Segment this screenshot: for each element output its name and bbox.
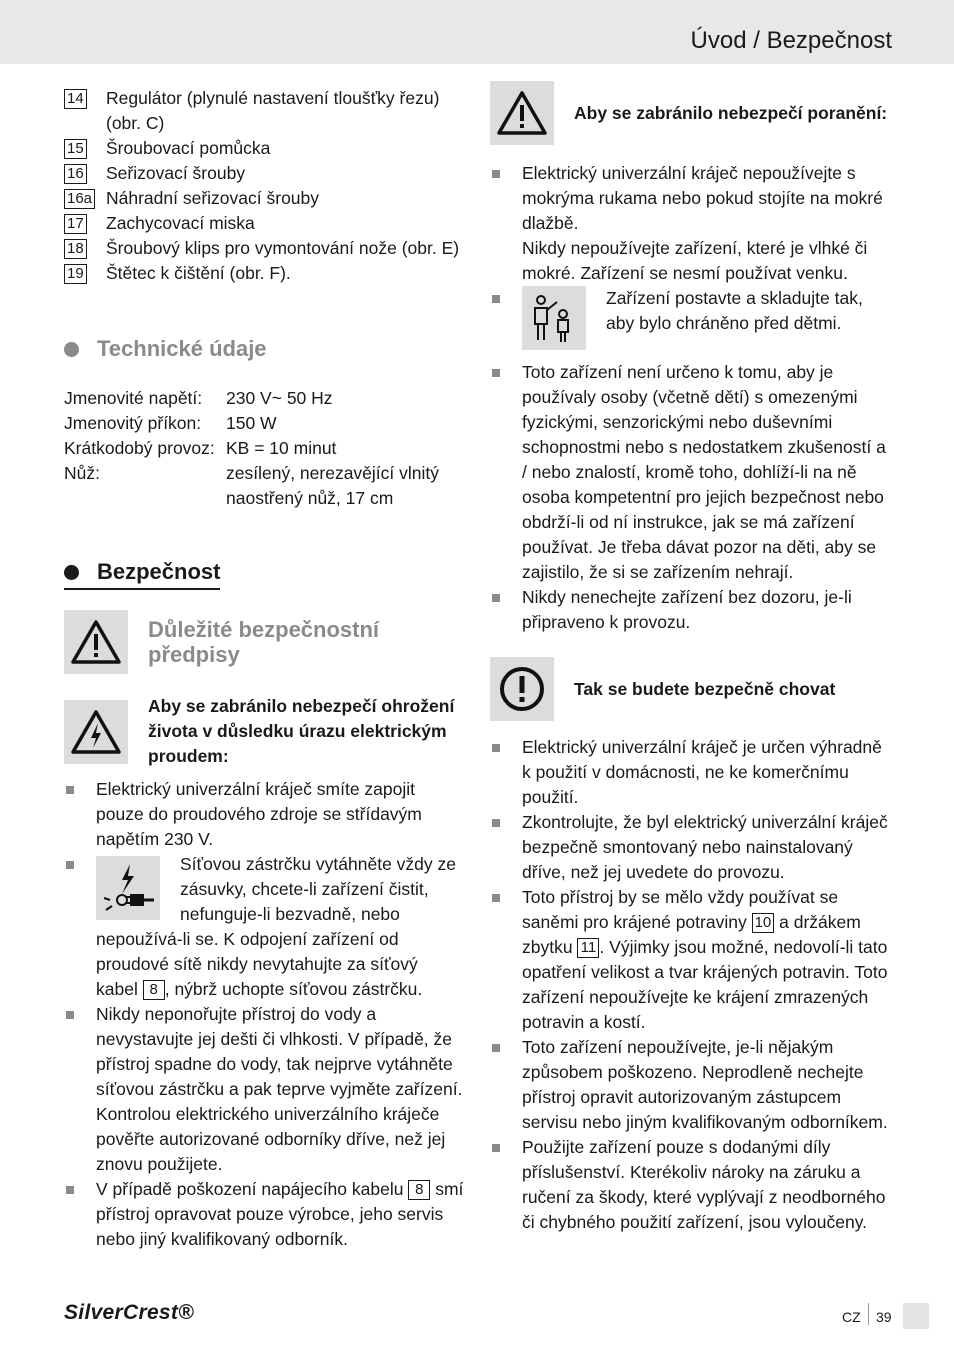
- spec-label: Jmenovité napětí:: [64, 388, 203, 408]
- safety-heading-label: Bezpečnost: [97, 559, 221, 584]
- part-number: 8: [408, 1180, 430, 1200]
- warning-triangle-icon: [64, 610, 128, 674]
- list-item: V případě poškození napájecího kabelu 8 smí přístroj opravovat pouze výrobce, jeho servis nebo jiný kvalifikovaný odborník.: [64, 1177, 464, 1252]
- part-number: 19: [64, 264, 87, 284]
- list-item: Toto přístroj by se mělo vždy používat se saněmi pro krájené potraviny 10 a držákem zbytku 11 . Výjimky jsou možné, nedovolí-li tato opatření velikost a tvar krájených potravin. Toto zařízení nepoužívejte ke krájení zmrazených potravin a kostí.: [490, 885, 895, 1035]
- list-item: Zařízení postavte a skladujte tak, aby bylo chráněno před dětmi.: [490, 286, 895, 360]
- behave-list: [490, 735, 895, 1235]
- part-label: Seřizovací šrouby: [106, 163, 246, 183]
- electric-list: [64, 777, 464, 1252]
- spec-label: Nůž:: [64, 463, 100, 483]
- warning-triangle-icon: [490, 81, 554, 145]
- footer-divider: [868, 1303, 869, 1325]
- spec-value: KB = 10 minut: [226, 438, 337, 458]
- injury-list: [490, 161, 895, 635]
- part-label: Štětec k čištění (obr. F).: [106, 263, 291, 283]
- page-title: Úvod / Bezpečnost: [690, 27, 892, 54]
- injury-title: Aby se zabránilo nebezpečí poranění:: [574, 102, 888, 123]
- page-number: 39: [876, 1309, 892, 1325]
- spec-value: zesílený, nerezavějící vlnitý naostřený nůž, 17 cm: [226, 463, 440, 508]
- parts-list: [64, 86, 464, 286]
- list-item: [64, 186, 464, 211]
- list-item: Síťovou zástrčku vytáhněte vždy ze zásuvky, chcete-li zařízení čistit, nefunguje-li bezvadně, nebo nepoužívá-li se. K odpojení zařízení od proudové sítě nikdy nevytahujte za síťový kabel 8 , nýbrž uchopte síťovou zástrčku.: [64, 852, 464, 1002]
- important-title: Důležité bezpečnostní předpisy: [148, 617, 380, 667]
- page-tab-marker: [903, 1303, 929, 1329]
- list-item: [64, 161, 464, 186]
- list-item: Nikdy nenechejte zařízení bez dozoru, je-li připraveno k provozu.: [490, 585, 895, 635]
- part-label: Regulátor (plynulé nastavení tloušťky řezu) (obr. C): [106, 88, 440, 133]
- list-item: [64, 211, 464, 236]
- left-column: [64, 86, 464, 1252]
- important-warning: [64, 610, 464, 674]
- part-label: Šroubovací pomůcka: [106, 138, 271, 158]
- part-number: 8: [143, 980, 165, 1000]
- list-item: Použijte zařízení pouze s dodanými díly příslušenství. Kterékoliv nároky na záruku a ručení za škody, které vyplývají z neodborného či chybného použití zařízení, jsou vyloučeny.: [490, 1135, 895, 1235]
- tech-heading-label: Technické údaje: [97, 336, 267, 361]
- part-label: Šroubový klips pro vymontování nože (obr. E): [106, 238, 460, 258]
- electric-title: Aby se zabránilo nebezpečí ohrožení života v důsledku úrazu elektrickým proudem:: [148, 696, 455, 766]
- part-number: 11: [577, 938, 599, 958]
- exclamation-circle-icon: [490, 657, 554, 721]
- part-label: Náhradní seřizovací šrouby: [106, 188, 320, 208]
- unplug-icon: [96, 856, 160, 920]
- spec-label: Krátkodobý provoz:: [64, 438, 215, 458]
- part-label: Zachycovací miska: [106, 213, 255, 233]
- electric-warning-icon: [64, 700, 128, 764]
- list-item: [64, 86, 464, 136]
- spec-value: 150 W: [226, 413, 277, 433]
- list-item: Elektrický univerzální kráječ smíte zapojit pouze do proudového zdroje se střídavým napětím 230 V.: [64, 777, 464, 852]
- safety-heading: [64, 557, 220, 590]
- list-item: Toto zařízení není určeno k tomu, aby je používaly osoby (včetně dětí) s omezenými fyzickými, senzorickými nebo duševními schopnostmi nebo s nedostatkem zkušeností a / nebo znalostí, kromě toho, dohlíží-li na ně osoba kompetentní pro jejich bezpečnost nebo obdrží-li od ní instrukce, jak se má zařízení používat. Je třeba dávat pozor na děti, aby se zajistilo, že si se zařízením nehrají.: [490, 360, 895, 585]
- part-number: 10: [752, 913, 775, 933]
- part-number: 14: [64, 89, 87, 109]
- list-item: [64, 136, 464, 161]
- part-number: 16a: [64, 189, 95, 209]
- spec-table: [64, 386, 464, 511]
- behave-info: [490, 657, 895, 721]
- list-item: Nikdy neponořujte přístroj do vody a nevystavujte jej dešti či vlhkosti. V případě, že přístroj spadne do vody, tak nejprve vytáhněte síťovou zástrčku a pak teprve vyjměte zařízení. Kontrolou elektrického univerzálního kráječe pověřte autorizované odborníky dříve, než jej znovu použijete.: [64, 1002, 464, 1177]
- electric-warning: [64, 694, 464, 769]
- list-item: Toto zařízení nepoužívejte, je-li nějakým způsobem poškozeno. Neprodleně nechejte přístroj opravit autorizovaným zástupcem servisu nebo jiným kvalifikovaným odborníkem.: [490, 1035, 895, 1135]
- behave-title: Tak se budete bezpečně chovat: [574, 678, 836, 699]
- part-number: 16: [64, 164, 87, 184]
- bullet-dot-icon: [64, 565, 79, 580]
- right-column: [490, 81, 895, 1235]
- part-number: 17: [64, 214, 87, 234]
- injury-warning: [490, 81, 895, 145]
- list-item: Zkontrolujte, že byl elektrický univerzální kráječ bezpečně smontovaný nebo nainstalovaný dříve, než jej uvedete do provozu.: [490, 810, 895, 885]
- tech-heading: [64, 334, 464, 364]
- brand-logo: SilverCrest®: [64, 1301, 194, 1324]
- part-number: 18: [64, 239, 87, 259]
- spec-value: 230 V~ 50 Hz: [226, 388, 333, 408]
- list-item: Elektrický univerzální kráječ je určen výhradně k použití v domácnosti, ne ke komerčnímu použití.: [490, 735, 895, 810]
- list-item: [64, 261, 464, 286]
- list-item: Elektrický univerzální kráječ nepoužívejte s mokrýma rukama nebo pokud stojíte na mokré dlažbě. Nikdy nepoužívejte zařízení, které je vlhké či mokré. Zařízení se nesmí používat venku.: [490, 161, 895, 286]
- language-code: CZ: [842, 1309, 861, 1325]
- spec-label: Jmenovitý příkon:: [64, 413, 202, 433]
- child-safety-icon: [522, 286, 586, 350]
- bullet-dot-icon: [64, 342, 79, 357]
- list-item: [64, 236, 464, 261]
- part-number: 15: [64, 139, 87, 159]
